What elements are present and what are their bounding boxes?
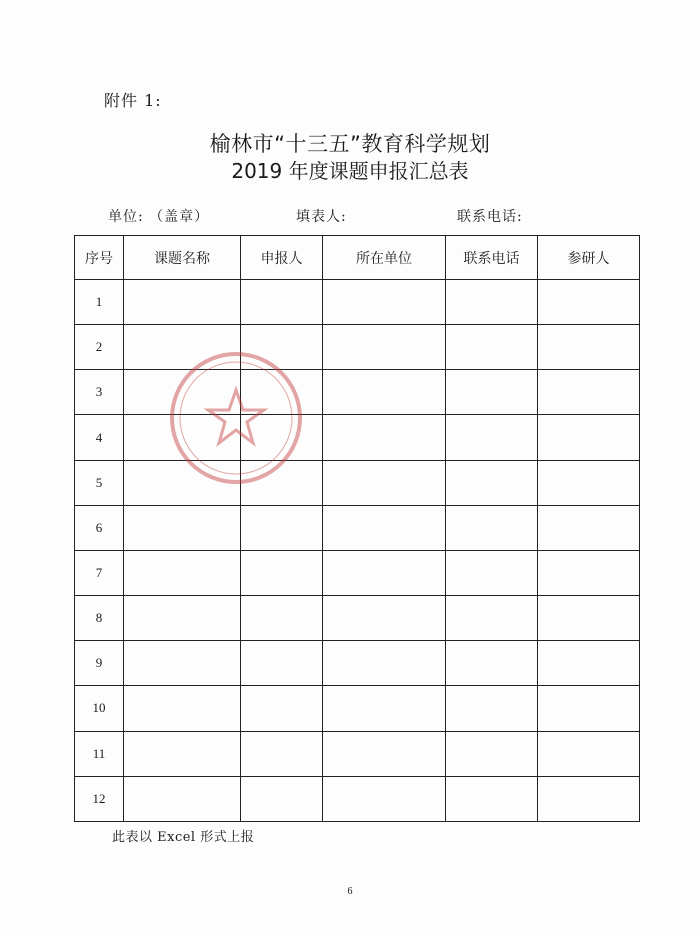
table-row xyxy=(75,596,640,641)
cell-phone xyxy=(446,370,538,415)
cell-no: 2 xyxy=(75,325,124,370)
table-header-row xyxy=(75,236,640,280)
document-subtitle: 2019 年度课题申报汇总表 xyxy=(231,159,469,183)
cell-applicant xyxy=(241,596,323,641)
cell-phone xyxy=(446,550,538,595)
cell-topic xyxy=(124,776,241,821)
table-row xyxy=(75,505,640,550)
cell-participants xyxy=(538,280,640,325)
summary-table xyxy=(74,235,640,822)
table-row xyxy=(75,641,640,686)
cell-phone xyxy=(446,776,538,821)
cell-organization xyxy=(323,550,446,595)
cell-no: 11 xyxy=(75,731,124,776)
cell-organization xyxy=(323,370,446,415)
cell-organization xyxy=(323,731,446,776)
cell-no: 10 xyxy=(75,686,124,731)
cell-phone xyxy=(446,686,538,731)
page-number: 6 xyxy=(347,886,353,897)
cell-no: 1 xyxy=(75,280,124,325)
cell-applicant xyxy=(241,280,323,325)
cell-phone xyxy=(446,596,538,641)
cell-topic xyxy=(124,505,241,550)
cell-participants xyxy=(538,596,640,641)
cell-applicant xyxy=(241,505,323,550)
cell-topic xyxy=(124,280,241,325)
column-header-organization: 所在单位 xyxy=(323,236,446,280)
cell-no: 9 xyxy=(75,641,124,686)
cell-no: 12 xyxy=(75,776,124,821)
cell-participants xyxy=(538,460,640,505)
cell-organization xyxy=(323,776,446,821)
cell-organization xyxy=(323,641,446,686)
column-header-phone: 联系电话 xyxy=(446,236,538,280)
cell-participants xyxy=(538,550,640,595)
table-row xyxy=(75,280,640,325)
cell-applicant xyxy=(241,641,323,686)
cell-organization xyxy=(323,280,446,325)
cell-applicant xyxy=(241,776,323,821)
cell-participants xyxy=(538,505,640,550)
cell-participants xyxy=(538,686,640,731)
cell-organization xyxy=(323,460,446,505)
column-header-participants: 参研人 xyxy=(538,236,640,280)
column-header-topic: 课题名称 xyxy=(124,236,241,280)
cell-organization xyxy=(323,596,446,641)
cell-organization xyxy=(323,686,446,731)
unit-label: 单位: （盖章） xyxy=(108,209,210,225)
cell-no: 8 xyxy=(75,596,124,641)
cell-applicant xyxy=(241,370,323,415)
cell-phone xyxy=(446,325,538,370)
cell-participants xyxy=(538,731,640,776)
cell-applicant xyxy=(241,325,323,370)
cell-applicant xyxy=(241,550,323,595)
table-row xyxy=(75,550,640,595)
table-row xyxy=(75,415,640,460)
cell-phone xyxy=(446,505,538,550)
cell-organization xyxy=(323,325,446,370)
cell-topic xyxy=(124,550,241,595)
cell-topic xyxy=(124,686,241,731)
cell-no: 6 xyxy=(75,505,124,550)
cell-topic xyxy=(124,596,241,641)
cell-topic xyxy=(124,731,241,776)
footer-note: 此表以 Excel 形式上报 xyxy=(112,830,255,845)
table-row xyxy=(75,731,640,776)
document-title: 榆林市“十三五”教育科学规划 xyxy=(209,132,491,156)
cell-topic xyxy=(124,325,241,370)
phone-label: 联系电话: xyxy=(457,209,523,225)
cell-no: 3 xyxy=(75,370,124,415)
table-row xyxy=(75,776,640,821)
cell-topic xyxy=(124,370,241,415)
table-row xyxy=(75,686,640,731)
cell-applicant xyxy=(241,686,323,731)
cell-applicant xyxy=(241,731,323,776)
cell-applicant xyxy=(241,460,323,505)
cell-no: 4 xyxy=(75,415,124,460)
cell-organization xyxy=(323,415,446,460)
cell-phone xyxy=(446,280,538,325)
cell-participants xyxy=(538,415,640,460)
column-header-no: 序号 xyxy=(75,236,124,280)
cell-topic xyxy=(124,460,241,505)
cell-topic xyxy=(124,415,241,460)
cell-no: 5 xyxy=(75,460,124,505)
cell-phone xyxy=(446,415,538,460)
cell-phone xyxy=(446,460,538,505)
table-row xyxy=(75,460,640,505)
cell-applicant xyxy=(241,415,323,460)
cell-participants xyxy=(538,641,640,686)
cell-participants xyxy=(538,325,640,370)
filler-label: 填表人: xyxy=(296,209,347,225)
attachment-label: 附件 1: xyxy=(104,91,162,110)
cell-phone xyxy=(446,731,538,776)
cell-phone xyxy=(446,641,538,686)
cell-participants xyxy=(538,370,640,415)
table-row xyxy=(75,370,640,415)
cell-no: 7 xyxy=(75,550,124,595)
cell-participants xyxy=(538,776,640,821)
column-header-applicant: 申报人 xyxy=(241,236,323,280)
cell-topic xyxy=(124,641,241,686)
table-row xyxy=(75,325,640,370)
cell-organization xyxy=(323,505,446,550)
